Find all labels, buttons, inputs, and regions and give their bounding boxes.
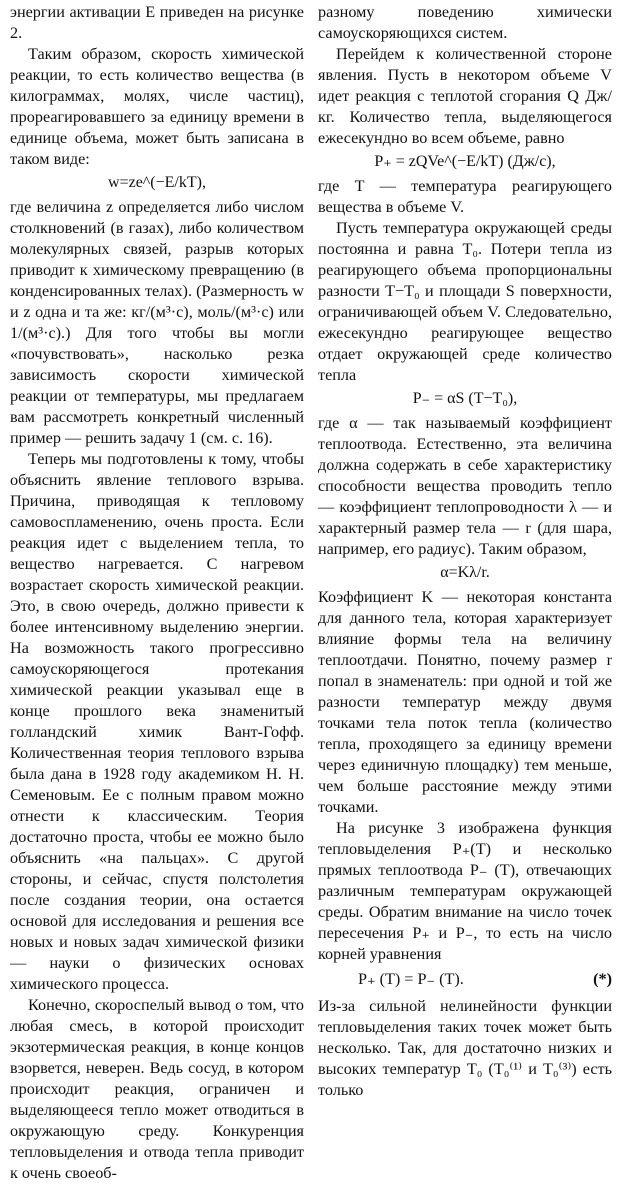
paragraph: где α — так называемый коэффициент теплоотвода. Естественно, эта величина должна содержать в себе характеристику способности вещества проводить тепло — коэффициент теплопроводности λ — и характерный размер тела — r (для шара, например, его радиус). Таким образом, bbox=[318, 414, 612, 558]
paragraph: Из-за сильной нелинейности функции тепловыделения таких точек может быть несколько. Так, для достаточно низких и высоких температур T₀ (T₀⁽¹⁾ и T₀⁽³⁾) есть только bbox=[318, 997, 612, 1099]
equation-mark: (*) bbox=[593, 970, 612, 988]
paragraph: где величина z определяется либо числом столкновений (в газах), либо количеством молекулярных связей, разрыв которых приводит к химическому превращению (в конденсированных телах). (Размерность w и z одна и та же: кг/(м³·с), моль/(м³·с) или 1/(м³·с).) Для того чтобы вы могли «почувствовать», насколько резка зависимость скорости химической реакции от температуры, мы предлагаем вам рассмотреть конкретный численный пример — решить задачу 1 (см. с. 16). bbox=[10, 198, 304, 447]
formula-heat-loss: P₋ = αS (T−T₀), bbox=[412, 390, 518, 407]
paragraph: Таким образом, скорость химической реакции, то есть количество вещества (в килограммах, молях, числе частиц), прореагировавшего за единицу времени в единице объема, может быть записана в таком виде: bbox=[10, 45, 304, 168]
paragraph: Теперь мы подготовлены к тому, чтобы объяснить явление теплового взрыва. Причина, приводящая к тепловому самовоспламенению, очень проста. Если реакция идет с выделением тепла, то вещество нагревается. С нагревом возрастает скорость химической реакции. Это, в свою очередь, должно привести к более интенсивному выделению энергии. На возможность такого прогрессивно самоускоряющегося протекания химической реакции указывал еще в конце прошлого века знаменитый голландский химик Вант-Гофф. Количественная теория теплового взрыва была дана в 1928 году академиком Н. Н. Семеновым. Ее с полным правом можно отнести к классическим. Теория достаточно проста, чтобы ее можно было объяснить «на пальцах». С другой стороны, и сейчас, спустя полстолетия после создания теории, она остается основой для исследования и решения все новых и новых задач химической физики — науки о физических основах химического процесса. bbox=[10, 450, 304, 993]
paragraph: Конечно, скороспелый вывод о том, что любая смесь, в которой происходит экзотермическая реакция, в конце концов взорвется, неверен. Ведь сосуд, в котором происходит реакция, ограничен и выделяющееся тепло может отводиться в окружающую среду. Конкуренция тепловыделения и отвода тепла приводит к очень своеоб- bbox=[10, 996, 304, 1182]
paragraph: где T — температура реагирующего вещества в объеме V. bbox=[318, 177, 612, 216]
paragraph: Пусть температура окружающей среды постоянна и равна T₀. Потери тепла из реагирующего объема пропорциональны разности T−T₀ и площади S поверхности, ограничивающей объем V. Следовательно, ежесекундно реагирующее вещество отдает окружающей среде количество тепла bbox=[318, 219, 612, 384]
right-column bbox=[318, 2, 612, 1099]
formula-reaction-rate: w=ze^(−E/kT), bbox=[108, 174, 206, 191]
formula-equation: P₊ (T) = P₋ (T). bbox=[358, 970, 464, 988]
paragraph: энергии активации E приведен на рисунке 2. bbox=[10, 3, 304, 42]
formula-alpha: α=Kλ/r. bbox=[440, 564, 490, 581]
left-column bbox=[10, 2, 304, 1182]
paragraph: Коэффициент K — некоторая константа для данного тела, которая характеризует влияние формы тела на величину теплоотдачи. Понятно, почему размер r попал в знаменатель: при одной и той же разности температур между двумя точками тела поток тепла (количество тепла, проходящего за единицу времени через единичную площадку) тем меньше, чем больше расстояние между этими точками. bbox=[318, 588, 612, 816]
formula-equation-row bbox=[318, 969, 612, 990]
paragraph: На рисунке 3 изображена функция тепловыделения P₊(T) и несколько прямых теплоотвода P₋ (T), отвечающих различным температурам окружающей среды. Обратим внимание на число точек пересечения P₊ и P₋, то есть на число корней уравнения bbox=[318, 819, 612, 963]
paragraph: разному поведению химически самоускоряющихся систем. bbox=[318, 3, 612, 42]
paragraph: Перейдем к количественной стороне явления. Пусть в некотором объеме V идет реакция с теплотой сгорания Q Дж/кг. Количество тепла, выделяющегося ежесекундно во всем объеме, равно bbox=[318, 45, 612, 147]
formula-heat-release: P₊ = zQVe^(−E/kT) (Дж/с), bbox=[374, 153, 556, 170]
